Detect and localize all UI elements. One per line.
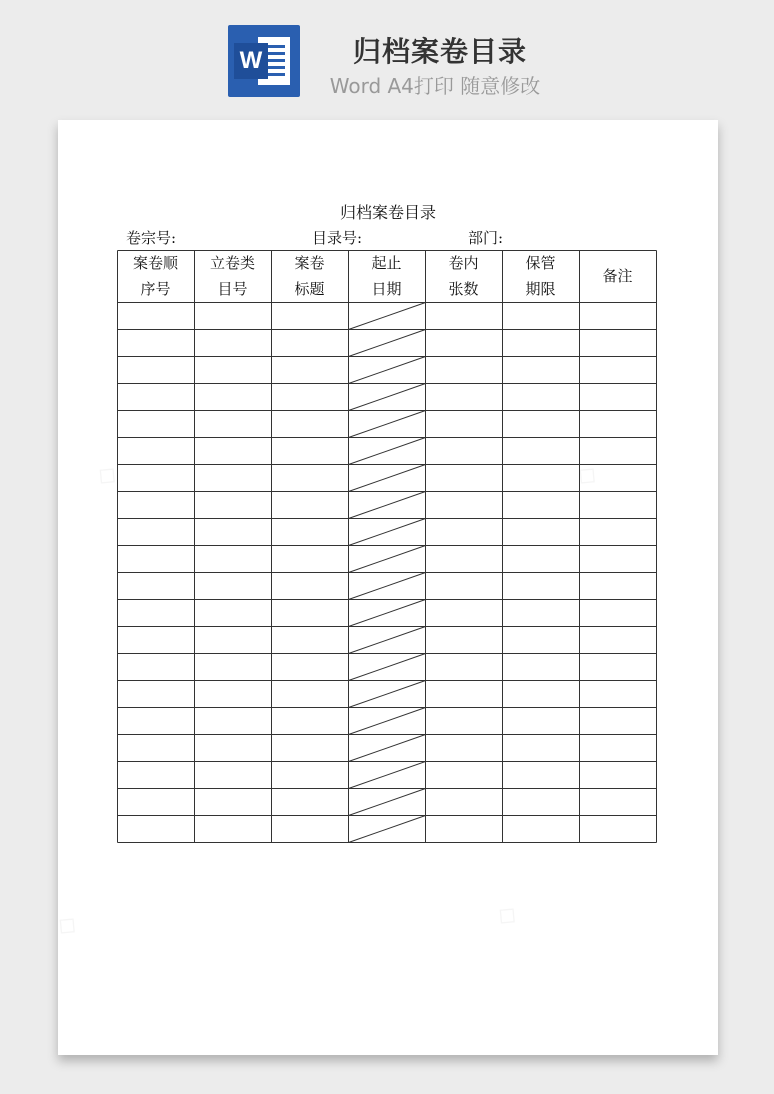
table-header-line1: 起止 [371,254,402,272]
date-cell-diagonal [349,735,426,762]
watermark [491,897,526,933]
table-header-line2: 序号 [140,280,171,298]
department-label: 部门: [468,229,504,247]
date-cell-diagonal [349,546,426,573]
date-cell-diagonal [349,708,426,735]
table-header-line2: 期限 [525,280,556,298]
word-icon-letter: W [234,43,268,79]
date-cell-diagonal [349,573,426,600]
page-subtitle: Word A4打印 随意修改 [329,74,541,98]
date-cell-diagonal [349,600,426,627]
date-cell-diagonal [349,384,426,411]
table-header-line1: 立卷类 [209,254,255,272]
fonds-number-label: 卷宗号: [126,229,177,247]
table-header-cell [117,250,194,302]
date-cell-diagonal [349,816,426,843]
date-cell-diagonal [349,303,426,330]
date-cell-diagonal [349,654,426,681]
table-header-line1: 案卷顺 [132,254,178,272]
date-cell-diagonal [349,411,426,438]
table-header-line2: 标题 [294,280,325,298]
date-cell-diagonal [349,357,426,384]
table-header-line2: 张数 [448,280,479,298]
date-cell-diagonal [349,519,426,546]
word-icon [228,25,300,97]
date-cell-diagonal [349,438,426,465]
table-header-cell [348,250,425,302]
table-header-cell: 备注 [602,267,633,285]
table-header-line1: 案卷 [294,254,325,272]
date-cell-diagonal [349,681,426,708]
table-header-cell [502,250,579,302]
date-cell-diagonal [349,465,426,492]
date-cell-diagonal [349,789,426,816]
document-page [58,120,718,1055]
table-header-cell [425,250,502,302]
date-cell-diagonal [349,492,426,519]
date-cell-diagonal [349,627,426,654]
page-header [0,0,774,110]
table-header-line2: 目号 [217,280,248,298]
table-header-cell [271,250,348,302]
table-grid [117,250,657,843]
date-cell-diagonal [349,762,426,789]
document-title: 归档案卷目录 [339,203,436,222]
archive-table [117,250,657,847]
table-header-line1: 保管 [525,254,556,272]
table-header-cell [194,250,271,302]
catalog-number-label: 目录号: [312,229,363,247]
page-title: 归档案卷目录 [352,35,527,68]
table-header-line1: 卷内 [448,254,479,272]
watermark [51,907,86,943]
table-header-line2: 日期 [371,280,402,298]
date-cell-diagonal [349,330,426,357]
